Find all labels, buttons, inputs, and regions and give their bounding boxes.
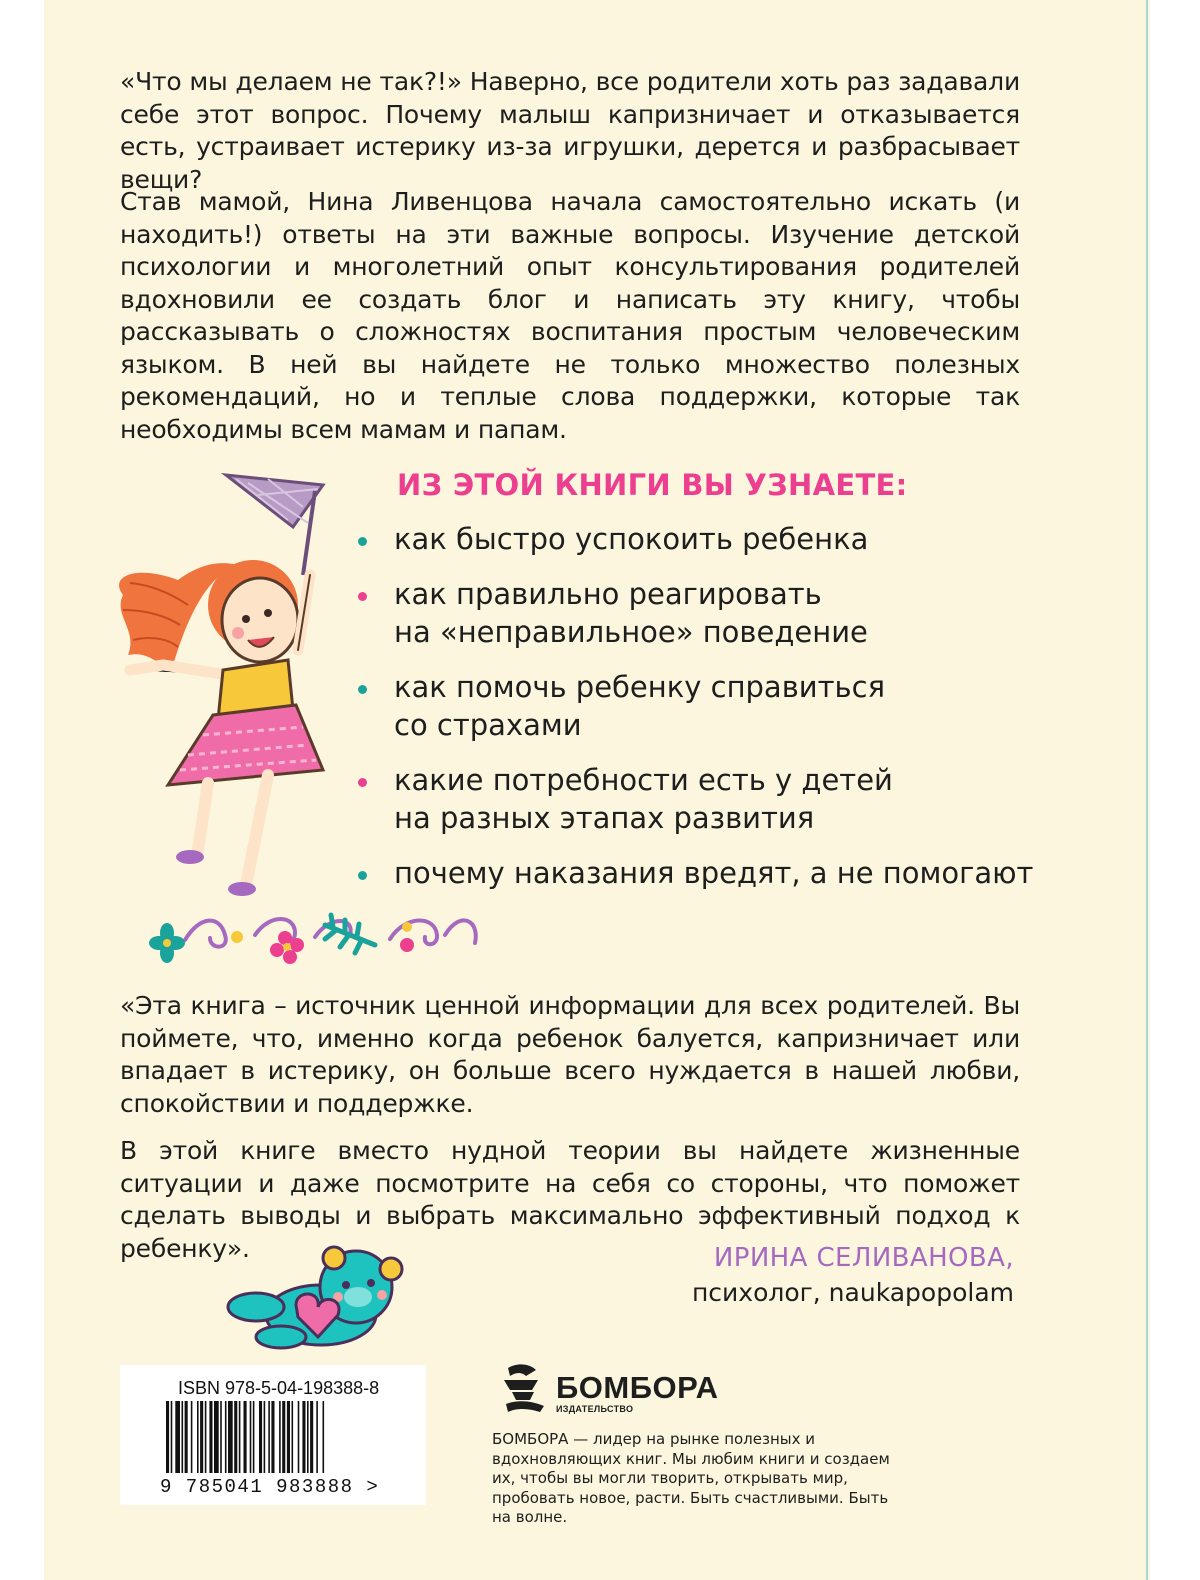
barcode-bar — [228, 1401, 233, 1473]
barcode-bar — [197, 1401, 199, 1473]
barcode-bar — [239, 1401, 241, 1473]
barcode-bar — [292, 1401, 294, 1473]
barcode-bar — [271, 1401, 274, 1473]
quote-paragraph-2: В этой книге вместо нудной теории вы найдете жизненные ситуации и даже посмотрите на себя со стороны, что поможет сделать выводы и выбрать максимально эффективный подход к ребенку». — [120, 1136, 1020, 1263]
bullet-dot-icon — [358, 871, 367, 880]
barcode-bar — [250, 1401, 252, 1473]
list-item-line: как правильно реагировать — [394, 577, 822, 611]
barcode — [166, 1401, 386, 1477]
list-item-line: на разных этапах развития — [394, 801, 815, 835]
floral-ornament — [145, 905, 485, 975]
list-item — [358, 761, 1038, 837]
intro-paragraph-1: «Что мы делаем не так?!» Наверно, все родители хоть раз задавали себе этот вопрос. Почему малыш капризничает и отказывается есть, устраивает истерику из-за игрушки, дерется и разбрасывает вещи? — [120, 67, 1020, 194]
list-item-line: как помочь ребенку справиться — [394, 670, 886, 704]
barcode-bar — [171, 1401, 173, 1473]
publisher-name: БОМБОРА — [556, 1370, 719, 1405]
barcode-bar — [323, 1401, 325, 1473]
list-item-line: какие потребности есть у детей — [394, 763, 893, 797]
barcode-bar — [175, 1401, 180, 1473]
girl-with-net-illustration — [118, 465, 338, 900]
barcode-bar — [310, 1401, 313, 1473]
barcode-bar — [287, 1401, 290, 1473]
learn-list — [358, 520, 1038, 892]
barcode-bar — [205, 1401, 207, 1473]
cover-edge-line — [1146, 0, 1148, 1580]
bullet-dot-icon — [358, 685, 367, 694]
barcode-digits: 9 785041 983888 > — [160, 1476, 380, 1498]
barcode-bar — [225, 1401, 227, 1473]
barcode-bar — [264, 1401, 266, 1473]
barcode-bar — [253, 1401, 255, 1473]
barcode-bar — [302, 1401, 305, 1473]
list-item — [358, 575, 1038, 651]
barcode-bar — [307, 1401, 309, 1473]
barcode-bar — [268, 1401, 270, 1473]
bullet-dot-icon — [358, 592, 367, 601]
barcode-bar — [200, 1401, 203, 1473]
list-item-line: почему наказания вредят, а не помогают — [394, 856, 1034, 890]
barcode-bar — [244, 1401, 247, 1473]
barcode-bar — [234, 1401, 237, 1473]
list-item-line: со страхами — [394, 708, 582, 742]
bullet-dot-icon — [358, 778, 367, 787]
teddy-bear-with-heart-illustration — [226, 1245, 416, 1350]
barcode-bar — [282, 1401, 285, 1473]
barcode-bar — [209, 1401, 212, 1473]
intro-paragraph-2: Став мамой, Нина Ливенцова начала самостоятельно искать (и находить!) ответы на эти важные вопросы. Изучение детской психологии и многолетний опыт консультирования родителей вдохновили ее создать блог и написать эту книгу, чтобы рассказывать о сложностях воспитания простым человеческим языком. В ней вы найдете не только множество полезных рекомендаций, но и теплые слова поддержки, которые так необходимы всем мамам и папам. — [120, 187, 1020, 444]
publisher-subtitle: ИЗДАТЕЛЬСТВО — [556, 1404, 634, 1414]
barcode-bar — [182, 1401, 184, 1473]
barcode-bar — [259, 1401, 262, 1473]
list-item-line: как быстро успокоить ребенка — [394, 522, 869, 556]
quote-author-name: ИРИНА СЕЛИВАНОВА, — [713, 1243, 1014, 1273]
list-item-line: на «неправильное» поведение — [394, 615, 868, 649]
list-item — [358, 854, 1038, 892]
list-item — [358, 520, 1038, 558]
learn-heading: ИЗ ЭТОЙ КНИГИ ВЫ УЗНАЕТЕ: — [397, 468, 908, 502]
barcode-bar — [298, 1401, 300, 1473]
barcode-bar — [279, 1401, 281, 1473]
barcode-bar — [166, 1401, 169, 1473]
quote-author-role: психолог, naukapopolam — [691, 1278, 1014, 1307]
bombora-logo-icon — [496, 1360, 554, 1418]
list-item — [358, 668, 1038, 744]
barcode-bar — [220, 1401, 222, 1473]
bullet-dot-icon — [358, 537, 367, 546]
barcode-bar — [185, 1401, 188, 1473]
barcode-bar — [214, 1401, 219, 1473]
barcode-bar — [191, 1401, 193, 1473]
barcode-bar — [316, 1401, 318, 1473]
isbn-number: ISBN 978-5-04-198388-8 — [178, 1378, 380, 1398]
quote-paragraph-1: «Эта книга – источник ценной информации для всех родителей. Вы поймете, что, именно когда ребенок балуется, капризничает или впадает в истерику, он больше всего нуждается в нашей любви, спокойствии и поддержке. — [120, 991, 1020, 1118]
publisher-description: БОМБОРА — лидер на рынке полезных и вдохновляющих книг. Мы любим книги и создаем их, чтобы вы могли творить, открывать мир, пробовать новое, расти. Быть счастливыми. Быть на волне. — [492, 1430, 890, 1526]
